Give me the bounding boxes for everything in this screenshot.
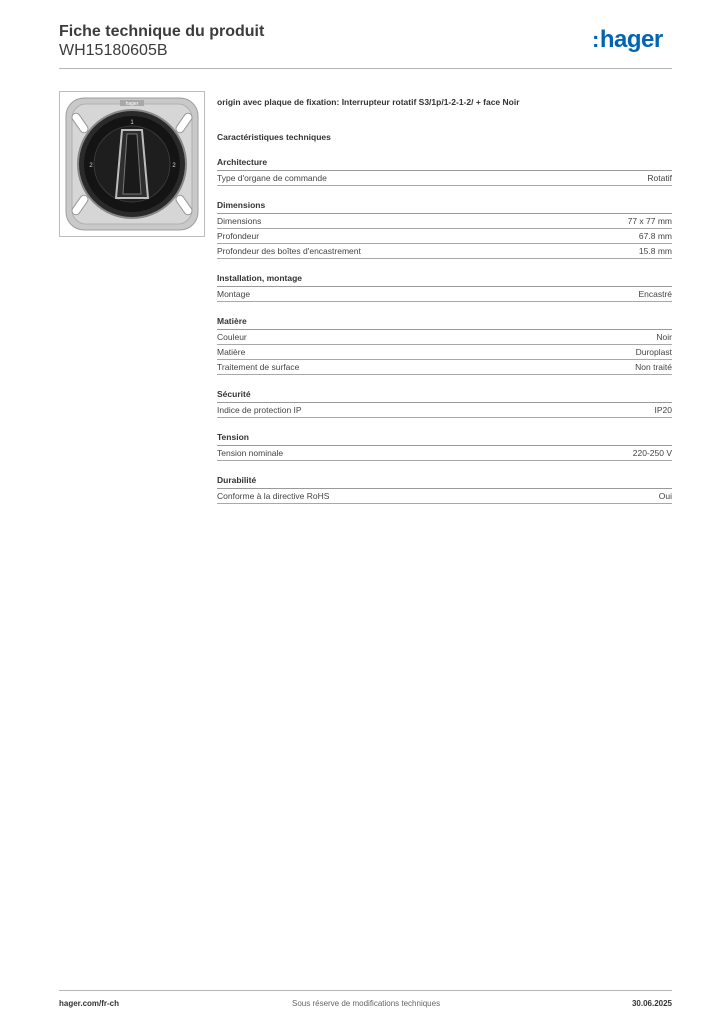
spec-row: [217, 446, 672, 461]
spec-group: [217, 273, 672, 302]
spec-group-title: Tension: [217, 432, 672, 446]
footer-website: hager.com/fr-ch: [59, 999, 120, 1008]
product-name: origin avec plaque de fixation: Interrupteur rotatif S3/1p/1-2-1-2/ + face Noir: [217, 97, 520, 107]
spec-value: 220-250 V: [632, 448, 672, 458]
header: [59, 22, 264, 60]
spec-group-title: Dimensions: [217, 200, 672, 214]
spec-row: [217, 489, 672, 504]
spec-label: Conforme à la directive RoHS: [217, 491, 330, 501]
spec-group: [217, 316, 672, 375]
spec-label: Tension nominale: [217, 448, 284, 458]
spec-value: Noir: [656, 332, 672, 342]
rotary-switch-image: [60, 92, 204, 236]
spec-group-title: Durabilité: [217, 475, 672, 489]
spec-group: [217, 157, 672, 186]
footer-divider: [59, 990, 672, 991]
dial-mark-top: 1: [130, 120, 134, 126]
spec-row: [217, 229, 672, 244]
product-content: [217, 97, 672, 504]
dial-mark-right: 2: [172, 163, 176, 169]
spec-label: Matière: [217, 347, 246, 357]
spec-row: [217, 287, 672, 302]
spec-label: Couleur: [217, 332, 247, 342]
logo-text: hager: [599, 26, 663, 53]
page-title: Fiche technique du produit: [59, 23, 265, 40]
spec-row: [217, 345, 672, 360]
spec-label: Montage: [217, 289, 251, 299]
header-divider: [59, 68, 672, 69]
spec-value: IP20: [654, 405, 672, 415]
spec-row: [217, 171, 672, 186]
product-reference: WH15180605B: [59, 42, 168, 59]
spec-group-title: Matière: [217, 316, 672, 330]
spec-value: Non traité: [635, 362, 672, 372]
hager-logo: :hager: [592, 26, 663, 53]
spec-value: Oui: [658, 491, 672, 501]
spec-label: Traitement de surface: [217, 362, 300, 372]
product-image: [59, 91, 205, 237]
spec-label: Type d'organe de commande: [217, 173, 327, 183]
spec-row: [217, 330, 672, 345]
spec-value: 15.8 mm: [638, 246, 672, 256]
footer-notice: Sous réserve de modifications techniques: [292, 999, 441, 1008]
spec-group: [217, 200, 672, 259]
specs-groups: [217, 157, 672, 504]
spec-value: 67.8 mm: [638, 231, 672, 241]
spec-group: [217, 432, 672, 461]
spec-group-title: Installation, montage: [217, 273, 672, 287]
footer-date: 30.06.2025: [631, 999, 672, 1008]
spec-group-title: Architecture: [217, 157, 672, 171]
spec-value: Rotatif: [647, 173, 672, 183]
spec-label: Profondeur: [217, 231, 260, 241]
spec-row: [217, 360, 672, 375]
spec-value: Encastré: [638, 289, 672, 299]
dial-mark-left: 2: [89, 163, 93, 169]
spec-group-title: Sécurité: [217, 389, 672, 403]
specs-heading: Caractéristiques techniques: [217, 132, 331, 142]
spec-label: Dimensions: [217, 216, 262, 226]
spec-value: 77 x 77 mm: [627, 216, 672, 226]
spec-row: [217, 214, 672, 229]
device-brand-mark: hager: [125, 101, 139, 107]
spec-value: Duroplast: [635, 347, 672, 357]
spec-label: Profondeur des boîtes d'encastrement: [217, 246, 361, 256]
spec-group: [217, 475, 672, 504]
spec-row: [217, 403, 672, 418]
spec-label: Indice de protection IP: [217, 405, 302, 415]
spec-row: [217, 244, 672, 259]
spec-group: [217, 389, 672, 418]
